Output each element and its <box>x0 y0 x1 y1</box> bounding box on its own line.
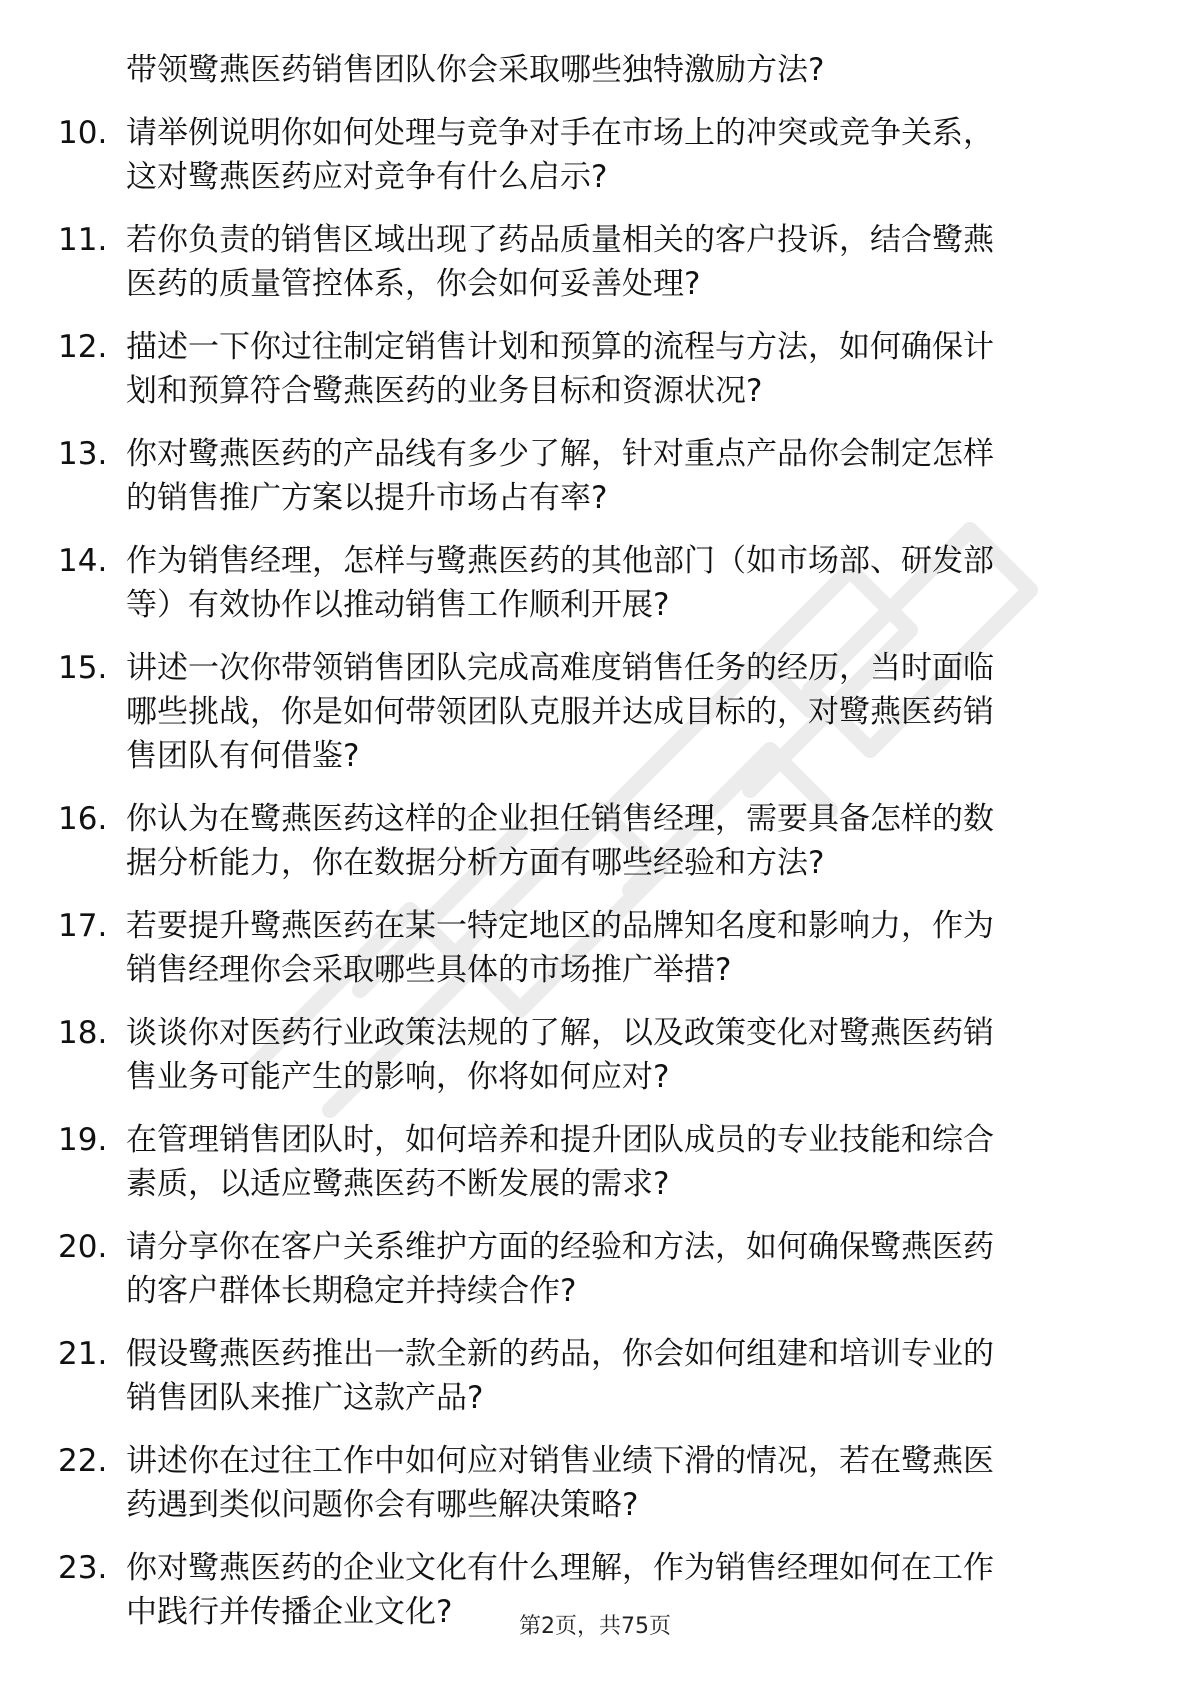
question-text-line: 售业务可能产生的影响，你将如何应对? <box>126 1059 670 1095</box>
question-text <box>126 1332 1138 1420</box>
question-text-line: 的客户群体长期稳定并持续合作? <box>126 1273 577 1309</box>
question-text <box>126 325 1138 413</box>
question-text <box>126 218 1138 306</box>
question-item <box>58 646 1138 778</box>
question-text-line: 哪些挑战，你是如何带领团队克服并达成目标的，对鹭燕医药销 <box>126 694 994 730</box>
question-text-line: 销售经理你会采取哪些具体的市场推广举措? <box>126 952 732 988</box>
question-text-line: 作为销售经理，怎样与鹭燕医药的其他部门（如市场部、研发部 <box>126 543 994 579</box>
question-text <box>126 646 1138 778</box>
question-number: 14. <box>58 543 108 579</box>
question-text-line: 这对鹭燕医药应对竞争有什么启示? <box>126 159 608 195</box>
question-text-line: 请举例说明你如何处理与竞争对手在市场上的冲突或竞争关系， <box>126 115 994 151</box>
question-text-line: 描述一下你过往制定销售计划和预算的流程与方法，如何确保计 <box>126 329 994 365</box>
question-text <box>126 1225 1138 1313</box>
question-number: 18. <box>58 1015 108 1051</box>
question-item <box>58 539 1138 627</box>
question-item <box>58 1225 1138 1313</box>
question-number: 12. <box>58 329 108 365</box>
question-text <box>126 432 1138 520</box>
continued-question-line: 带领鹭燕医药销售团队你会采取哪些独特激励方法? <box>126 52 825 88</box>
question-number: 20. <box>58 1229 108 1265</box>
question-number: 10. <box>58 115 108 151</box>
question-number: 21. <box>58 1336 108 1372</box>
question-text <box>126 1011 1138 1099</box>
question-text-line: 你认为在鹭燕医药这样的企业担任销售经理，需要具备怎样的数 <box>126 801 994 837</box>
question-text <box>126 797 1138 885</box>
page-footer: 第2页，共75页 <box>519 1614 671 1639</box>
question-item <box>58 1332 1138 1420</box>
question-text-line: 划和预算符合鹭燕医药的业务目标和资源状况? <box>126 373 763 409</box>
question-text-line: 你对鹭燕医药的产品线有多少了解，针对重点产品你会制定怎样 <box>126 436 994 472</box>
question-text-line: 药遇到类似问题你会有哪些解决策略? <box>126 1487 639 1523</box>
question-text <box>126 1439 1138 1527</box>
question-text-line: 请分享你在客户关系维护方面的经验和方法，如何确保鹭燕医药 <box>126 1229 994 1265</box>
question-item <box>58 432 1138 520</box>
question-text-line: 讲述一次你带领销售团队完成高难度销售任务的经历，当时面临 <box>126 650 994 686</box>
question-text-line: 若你负责的销售区域出现了药品质量相关的客户投诉，结合鹭燕 <box>126 222 994 258</box>
question-content <box>58 48 1138 1653</box>
question-number: 17. <box>58 908 108 944</box>
question-item <box>58 1439 1138 1527</box>
question-number: 22. <box>58 1443 108 1479</box>
question-item <box>58 797 1138 885</box>
question-text-line: 据分析能力，你在数据分析方面有哪些经验和方法? <box>126 845 825 881</box>
question-text-line: 的销售推广方案以提升市场占有率? <box>126 480 608 516</box>
question-item <box>58 904 1138 992</box>
question-number: 15. <box>58 650 108 686</box>
question-item <box>58 1011 1138 1099</box>
question-text <box>126 111 1138 199</box>
question-number: 11. <box>58 222 108 258</box>
question-text-line: 等）有效协作以推动销售工作顺利开展? <box>126 587 670 623</box>
question-text-line: 你对鹭燕医药的企业文化有什么理解，作为销售经理如何在工作 <box>126 1550 994 1586</box>
question-item <box>58 1118 1138 1206</box>
question-text <box>126 1118 1138 1206</box>
question-number: 13. <box>58 436 108 472</box>
question-text-line: 谈谈你对医药行业政策法规的了解，以及政策变化对鹭燕医药销 <box>126 1015 994 1051</box>
question-text <box>126 539 1138 627</box>
question-item <box>58 218 1138 306</box>
question-text-line: 假设鹭燕医药推出一款全新的药品，你会如何组建和培训专业的 <box>126 1336 994 1372</box>
question-text-line: 中践行并传播企业文化? <box>126 1594 453 1630</box>
question-number: 23. <box>58 1550 108 1586</box>
question-number: 19. <box>58 1122 108 1158</box>
question-text-line: 讲述你在过往工作中如何应对销售业绩下滑的情况，若在鹭燕医 <box>126 1443 994 1479</box>
question-text-line: 医药的质量管控体系，你会如何妥善处理? <box>126 266 701 302</box>
question-text-line: 在管理销售团队时，如何培养和提升团队成员的专业技能和综合 <box>126 1122 994 1158</box>
question-text-line: 销售团队来推广这款产品? <box>126 1380 484 1416</box>
question-list <box>58 111 1138 1634</box>
question-item <box>58 325 1138 413</box>
question-text-line: 售团队有何借鉴? <box>126 738 360 774</box>
question-text-line: 素质，以适应鹭燕医药不断发展的需求? <box>126 1166 670 1202</box>
question-text <box>126 904 1138 992</box>
question-number: 16. <box>58 801 108 837</box>
question-text-line: 若要提升鹭燕医药在某一特定地区的品牌知名度和影响力，作为 <box>126 908 994 944</box>
question-item <box>58 111 1138 199</box>
